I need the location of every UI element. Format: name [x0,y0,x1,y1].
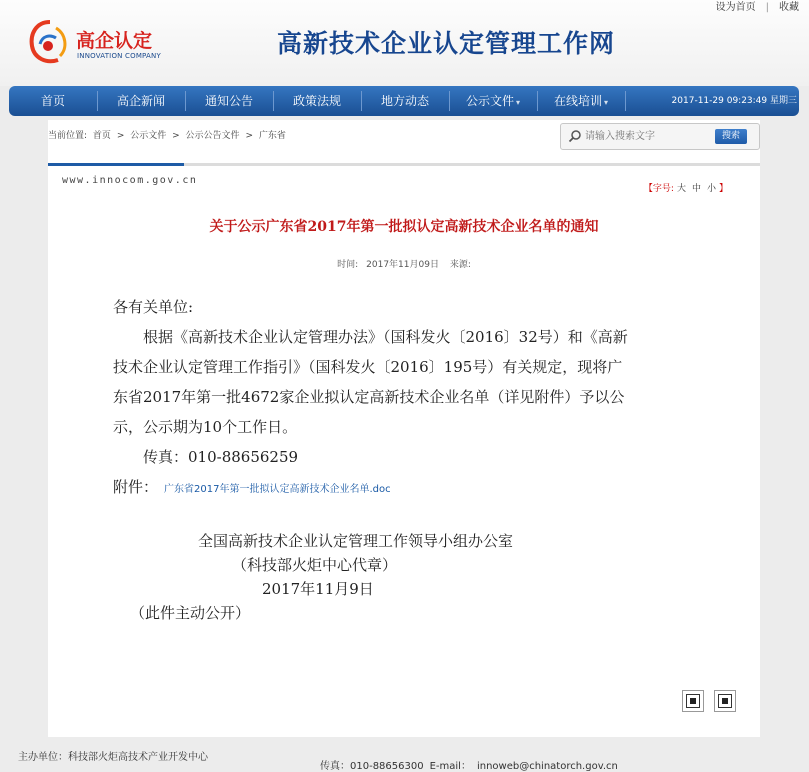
favorite-link[interactable]: 收藏 [779,2,799,13]
breadcrumb-public-files[interactable]: 公示文件 [130,131,167,141]
datetime-clock: 2017-11-29 09:23:49 星期三 [671,96,797,106]
fax-line: 传真：010-88656259 [113,448,299,466]
breadcrumb-guangdong[interactable]: 广东省 [258,131,286,141]
attachment-row [113,476,391,497]
chevron-down-icon: ▾ [516,98,521,107]
font-size-label: 【字号: [643,184,674,194]
font-size-large[interactable]: 大 [676,184,686,194]
nav-item-public-files[interactable] [449,86,537,116]
breadcrumb-public-notices[interactable]: 公示公告文件 [185,131,240,141]
paragraph-line: 根据《高新技术企业认定管理办法》（国科发火〔2016〕32号）和《高新 [113,328,628,346]
source-label: 来源: [449,260,471,270]
close-icon[interactable] [714,690,736,712]
site-header [0,0,809,86]
paragraph-line: 东省2017年第一批4672家企业拟认定高新技术企业名单（详见附件）予以公 [113,388,625,406]
top-links: 设为首页 | 收藏 [715,2,799,13]
main-nav [9,86,799,116]
breadcrumb-label: 当前位置: [48,131,88,141]
sign-date: 2017年11月9日 [262,580,374,598]
nav-item-news[interactable]: 高企新闻 [116,94,165,108]
breadcrumb [48,128,289,141]
font-size-switcher [644,181,728,194]
search-button[interactable]: 搜索 [715,129,747,144]
search-input[interactable] [585,128,705,144]
sign-organization: 全国高新技术企业认定管理工作领导小组办公室 [198,532,514,550]
site-logo[interactable] [26,16,196,68]
section-underline [48,163,760,166]
article-meta [48,257,760,270]
breadcrumb-separator: > [116,131,125,141]
set-homepage-link[interactable]: 设为首页 [715,2,756,13]
paragraph-line: 技术企业认定管理工作指引》（国科发火〔2016〕195号）有关规定，现将广 [113,358,623,376]
footer-contact [320,757,624,772]
site-url: www.innocom.gov.cn [62,175,198,186]
paragraph-line: 示，公示期为10个工作日。 [113,418,298,436]
nav-item-notices[interactable]: 通知公告 [204,94,253,108]
publish-date: 2017年11月09日 [366,260,439,270]
salutation: 各有关单位: [113,298,194,316]
attachment-label: 附件： [113,478,159,496]
attachment-link[interactable]: 广东省2017年第一批拟认定高新技术企业名单.doc [164,484,391,495]
content-panel [48,120,760,737]
breadcrumb-home[interactable]: 首页 [92,131,111,141]
breadcrumb-separator: > [245,131,253,141]
search-icon [568,129,582,143]
footer-organizer: 主办单位：科技部火炬高技术产业开发中心 [18,752,208,763]
logo-swirl-icon [26,16,76,68]
footer-email[interactable]: innoweb@chinatorch.gov.cn [476,761,618,772]
chevron-down-icon: ▾ [604,98,609,107]
nav-item-training-label: 在线培训 [553,94,602,108]
sign-agent: （科技部火炬中心代章） [232,556,398,574]
site-title: 高新技术企业认定管理工作网 [277,29,616,58]
footer-fax: 传真：010-88656300 [320,761,424,772]
time-label: 时间: [337,260,359,270]
nav-item-local-news[interactable]: 地方动态 [380,94,429,108]
search-box [560,123,760,150]
nav-item-home[interactable]: 首页 [40,94,65,108]
nav-item-public-files-label: 公示文件 [465,94,514,108]
font-size-close: 】 [718,184,728,194]
font-size-small[interactable]: 小 [706,184,716,194]
footer-email-label: E-mail： [429,761,471,772]
nav-item-training[interactable] [537,86,625,116]
public-note: （此件主动公开） [130,604,251,622]
breadcrumb-separator: > [172,131,180,141]
nav-divider [625,91,626,111]
print-icon[interactable] [682,690,704,712]
font-size-medium[interactable]: 中 [691,184,701,194]
section-underline-active [48,163,184,166]
nav-item-policy[interactable]: 政策法规 [292,94,341,108]
logo-text: 高企认定 [76,30,153,52]
article-title: 关于公示广东省2017年第一批拟认定高新技术企业名单的通知 [209,219,599,235]
logo-subtitle: INNOVATION COMPANY [77,52,161,60]
